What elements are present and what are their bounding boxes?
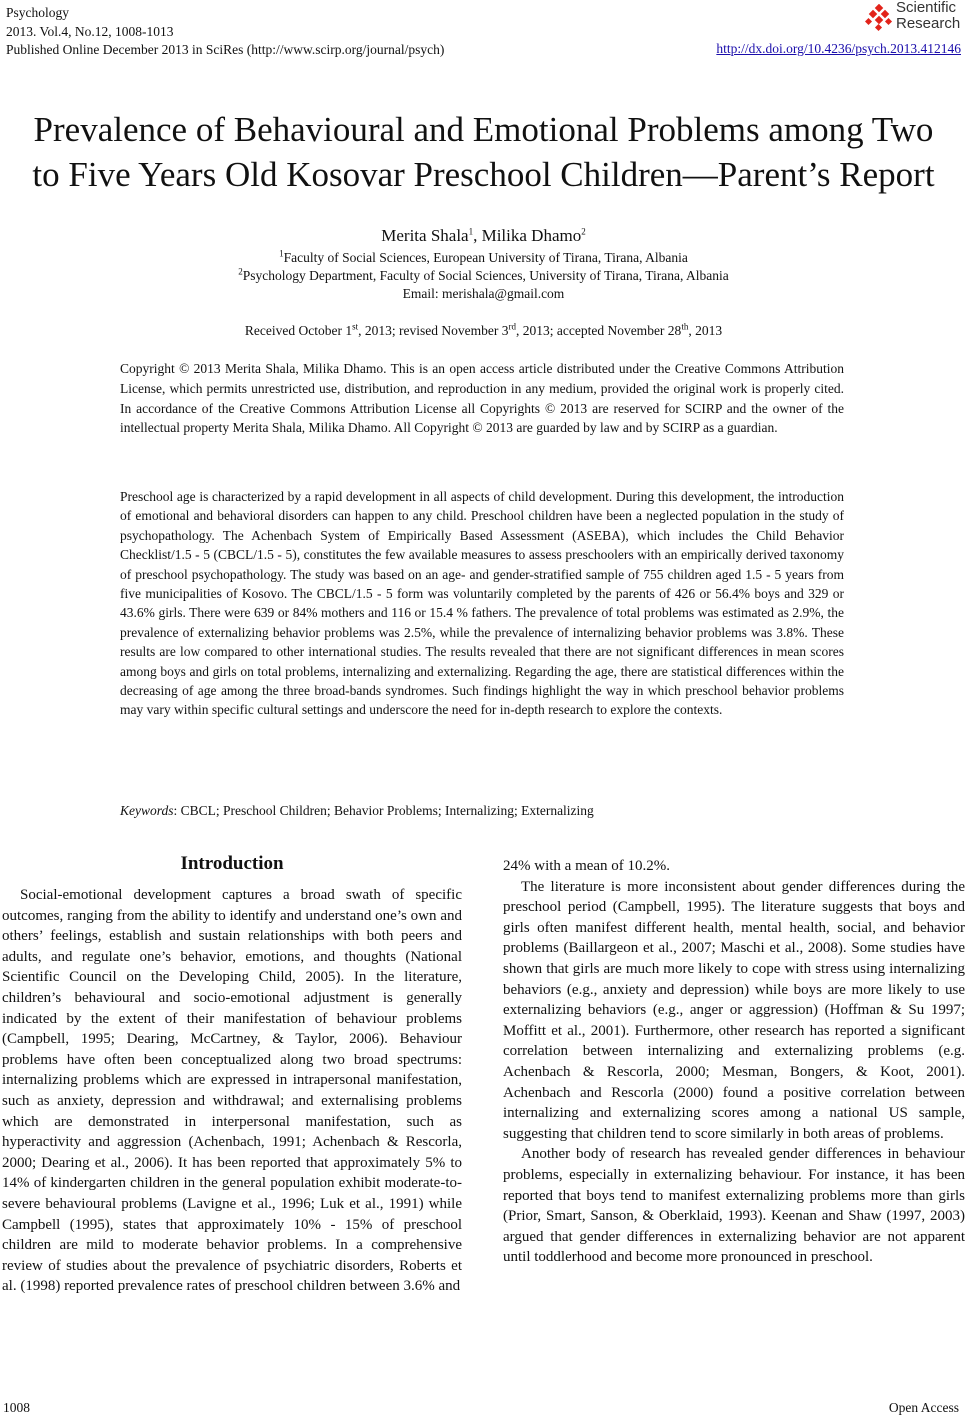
author-2: Milika Dhamo [481,226,582,245]
open-access-label: Open Access [888,1400,959,1415]
affiliation-1-mark: 1 [279,248,284,259]
abstract: Preschool age is characterized by a rapid development in all aspects of child development. During this development, the introduction of emotional and behavioral disorders can happen to any child. Preschool children have been a neglected population in the study of psychopathology. The Achenbach System of Empirically Based Assessment (ASEBA), which includes the Child Behavior Checklist/1.5 - 5 (CBCL/1.5 - 5), constitutes the few available measures to assess preschoolers with an empirically derived taxonomy of preschool psychopathology. The study was based on an age- and gender-stratified sample of 755 children aged 1.5 - 5 years from five municipalities of Kosovo. The CBCL/1.5 - 5 form was voluntarily completed by the parents of 426 or 56.4% boys and 329 or 43.6% girls. There were 639 or 84% mothers and 116 or 15.4 % fathers. The prevalence of total problems was estimated as 2.9%, the prevalence of externalizing behavior problems was 2.5%, while the prevalence of internalizing behavior problems was 3.8%. These results are low compared to other international studies. The results revealed that there are not significant differences in mean scores among boys and girls on total problems, internalizing and externalizing. Regarding the age, there are statistical differences within the decreasing of age among the three broad-bands syndromes. Such findings highlight the way in which preschool behavior problems may vary within specific cultural settings and underscore the need for in-depth research to explore the contexts. [120,489,844,718]
received-sup-2: rd [508,321,516,332]
body-column-left [2,851,462,1297]
received-part-4: , 2013 [688,323,723,338]
body-column-right [503,856,965,1268]
received-sup-1: st [352,321,359,332]
author-separator: , [473,226,482,245]
keywords-text: : CBCL; Preschool Children; Behavior Problems; Internalizing; Externalizing [173,803,594,818]
scientific-research-logo [865,0,961,36]
affiliation-2-mark: 2 [238,266,243,277]
logo-text-line2: Research [896,15,961,32]
publication-info: Published Online December 2013 in SciRes (http://www.scirp.org/journal/psych) [6,42,445,57]
received-part-1: Received October 1 [244,323,353,338]
author-2-affil: 2 [581,226,586,237]
affiliation-2-text: Psychology Department, Faculty of Social Sciences, University of Tirana, Tirana, Albania [242,268,729,283]
keywords [120,801,844,820]
paragraph: Social-emotional development captures a broad swath of specific outcomes, ranging from the ability to identify and understand one’s own and others’ feelings, establish and sustain relationships with both peers and adults, and regulate one’s behavior, emotions, and thoughts (National Scientific Council on the Developing Child, 2005). In the literature, children’s behavioural and socio-emotional adjustment is generally indicated by the extent of their manifestation of behaviour problems (Campbell, 1995; Dearing, McCartney, & Taylor, 2006). Behaviour problems have often been conceptualized along two broad spectrums: internalizing problems which are expressed in intrapersonal manifestation, such as anxiety, depression and withdrawal; and externalising problems which are demonstrated in interpersonal manifestation, such as hyperactivity and aggression (Achenbach, 1991; Achenbach & Rescorla, 2000; Dearing et al., 2006). It has been reported that approximately 5% to 14% of kindergarten children in the general population exhibit moderate-to-severe behavioural problems (Lavigne et al., 1996; Luk et al., 1991) while Campbell (1995), states that approximately 10% - 15% of preschool children are mild to moderate behavior problems. In a comprehensive review of studies about the prevalence of psychiatric disorders, Roberts et al. (1998) reported prevalence rates of preschool children between 3.6% and [2,887,462,1295]
received-sup-3: th [681,321,689,332]
logo-text-line1: Scientific [896,0,957,16]
author-1: Merita Shala [381,226,469,245]
page-number: 1008 [3,1400,30,1415]
affiliations [0,249,967,303]
affiliation-1-text: Faculty of Social Sciences, European University of Tirana, Tirana, Albania [283,250,688,265]
author-list [0,225,967,247]
keywords-label: Keywords [120,803,174,818]
title-line-1: Prevalence of Behavioural and Emotional Problems among Two [33,110,934,149]
affiliation-1 [0,249,967,267]
journal-name: Psychology [6,5,70,20]
section-title-introduction: Introduction [180,853,284,874]
publisher-logo-icon [865,4,893,32]
journal-volume: 2013. Vol.4, No.12, 1008-1013 [6,23,174,39]
copyright-notice: Copyright © 2013 Merita Shala, Milika Dhamo. This is an open access article distributed under the Creative Commons Attribution License, which permits unrestricted use, distribution, and reproduction in any medium, provided the original work is properly cited. In accordance of the Creative Commons Attribution License all Copyrights © 2013 are reserved for SCIRP and the owner of the intellectual property Merita Shala, Milika Dhamo. All Copyright © 2013 are guarded by law and by SCIRP as a guardian. [120,361,844,436]
paper-title [0,107,967,197]
received-part-2: , 2013; revised November 3 [358,323,509,338]
running-header [6,4,444,60]
paragraph-continued: 24% with a mean of 10.2%. [503,858,671,874]
author-1-affil: 1 [468,226,474,237]
received-dates [0,322,967,340]
contact-email: Email: merishala@gmail.com [402,286,565,301]
paragraph: The literature is more inconsistent about gender differences during the preschool period (Campbell, 1995). The literature suggests that boys and girls often manifest different health, mental health, social, and behavior problems (Baillargeon et al., 2007; Maschi et al., 2008). Some studies have shown that girls are much more likely to cope with stress using internalizing behaviors (e.g., anxiety and depression) while boys are more likely to use externalizing behaviors (e.g., anger or aggression) (Hoffman & Su 1997; Moffitt et al., 2001). Furthermore, other research has reported a significant correlation between internalizing and externalizing problems (e.g. Achenbach & Rescorla, 2000; Mesman, Bongers, & Koot, 2001). Achenbach and Rescorla (2000) found a positive correlation between internalizing and externalizing scores among a national US sample, suggesting that children tend to score similarly in both areas of problems. [503,878,965,1142]
title-line-2: to Five Years Old Kosovar Preschool Children—Parent’s Report [32,155,935,194]
received-part-3: , 2013; accepted November 28 [515,323,682,338]
doi-link[interactable]: http://dx.doi.org/10.4236/psych.2013.412146 [716,41,961,56]
paragraph: Another body of research has revealed gender differences in behaviour problems, especially in externalizing behaviour. For instance, it has been reported that boys tend to manifest externalizing problems more than girls (Prior, Smart, Sanson, & Oberklaid, 1993). Keenan and Shaw (1997, 2003) argued that gender differences in externalizing behavior are not apparent until toddlerhood and become more pronounced in preschool. [503,1146,965,1266]
affiliation-2 [0,267,967,285]
